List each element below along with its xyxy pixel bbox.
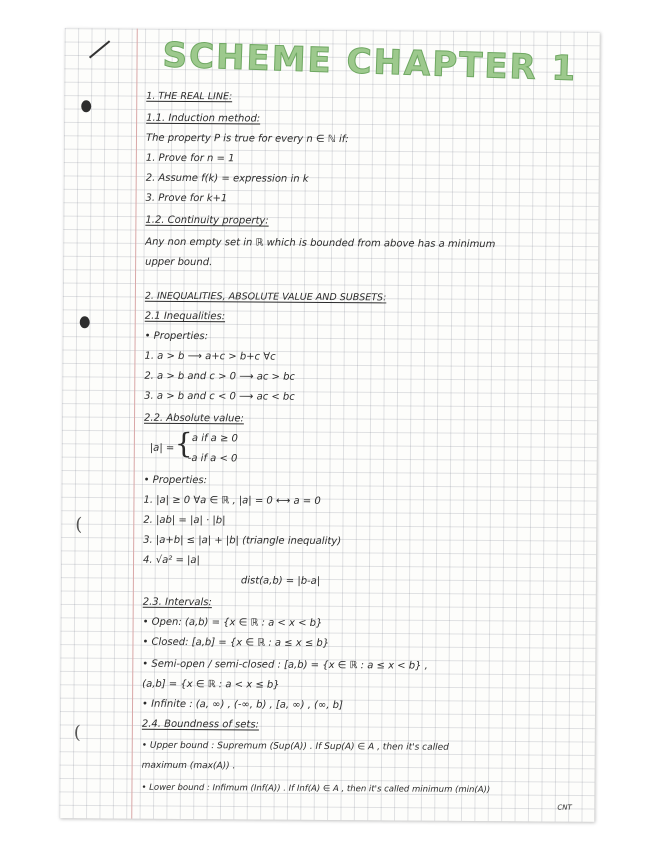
text-line: • Open: (a,b) = {x ∈ ℝ : a < x < b} bbox=[142, 616, 323, 629]
punch-hole bbox=[80, 316, 90, 328]
text-line: • Lower bound : Infimum (Inf(A)) . If Inf(A) ∈ A , then it's called minimum (min(A)) bbox=[141, 782, 491, 796]
subsection-heading: 2.3. Intervals: bbox=[142, 596, 212, 609]
text-line: 4. √a² = |a| bbox=[143, 554, 200, 567]
text-line: 1. a > b ⟶ a+c > b+c ∀c bbox=[144, 350, 276, 363]
brace-icon: { bbox=[174, 426, 193, 461]
abs-case: a if a ≥ 0 bbox=[191, 433, 238, 445]
text-line: • Properties: bbox=[144, 330, 209, 343]
punch-hole bbox=[81, 100, 91, 112]
text-line: Any non empty set in ℝ which is bounded from above has a minimum bbox=[145, 236, 496, 251]
subsection-heading: 1.1. Induction method: bbox=[146, 112, 261, 125]
continued-mark: CNT bbox=[557, 803, 572, 812]
text-line: upper bound. bbox=[145, 256, 213, 269]
binder-ring-mark: ( bbox=[75, 514, 83, 536]
text-line: 2. |ab| = |a| · |b| bbox=[143, 514, 226, 527]
text-line: 2. a > b and c > 0 ⟶ ac > bc bbox=[144, 370, 295, 383]
binder-ring-mark: ( bbox=[73, 722, 81, 744]
text-line: dist(a,b) = |b-a| bbox=[240, 575, 321, 587]
text-line: • Infinite : (a, ∞) , (-∞, b) , [a, ∞) , (∞, b] bbox=[142, 698, 343, 712]
page-title: SCHEME CHAPTER 1 bbox=[161, 35, 578, 90]
text-line: 2. Assume f(k) = expression in k bbox=[145, 172, 309, 185]
abs-definition-lhs: |a| = bbox=[149, 442, 175, 454]
text-line: (a,b] = {x ∈ ℝ : a < x ≤ b} bbox=[142, 678, 280, 691]
section-heading: 1. THE REAL LINE: bbox=[146, 90, 233, 103]
margin-line bbox=[131, 29, 138, 819]
text-line: 3. a > b and c < 0 ⟶ ac < bc bbox=[144, 390, 295, 403]
text-line: • Closed: [a,b] = {x ∈ ℝ : a ≤ x ≤ b} bbox=[142, 636, 330, 650]
text-line: 1. Prove for n = 1 bbox=[145, 152, 235, 165]
section-heading: 2. INEQUALITIES, ABSOLUTE VALUE AND SUBSETS: bbox=[144, 290, 387, 304]
text-line: maximum (max(A)) . bbox=[141, 760, 236, 772]
subsection-heading: 2.1 Inequalities: bbox=[144, 310, 226, 323]
text-line: • Semi-open / semi-closed : [a,b) = {x ∈ ℝ : a ≤ x < b} , bbox=[142, 658, 428, 672]
abs-case: -a if a < 0 bbox=[187, 453, 238, 465]
subsection-heading: 2.2. Absolute value: bbox=[144, 412, 244, 425]
notebook-page bbox=[59, 28, 600, 822]
text-line: The property P is true for every n ∈ ℕ if: bbox=[145, 132, 349, 146]
text-line: • Properties: bbox=[143, 474, 208, 487]
text-line: 1. |a| ≥ 0 ∀a ∈ ℝ , |a| = 0 ⟷ a = 0 bbox=[143, 494, 321, 507]
text-line: 3. Prove for k+1 bbox=[145, 192, 228, 205]
text-line: • Upper bound : Supremum (Sup(A)) . If Sup(A) ∈ A , then it's called bbox=[141, 740, 449, 753]
pen-mark bbox=[89, 40, 110, 58]
subsection-heading: 2.4. Boundness of sets: bbox=[141, 718, 259, 731]
text-line: 3. |a+b| ≤ |a| + |b| (triangle inequality) bbox=[143, 534, 342, 548]
subsection-heading: 1.2. Continuity property: bbox=[145, 214, 269, 227]
